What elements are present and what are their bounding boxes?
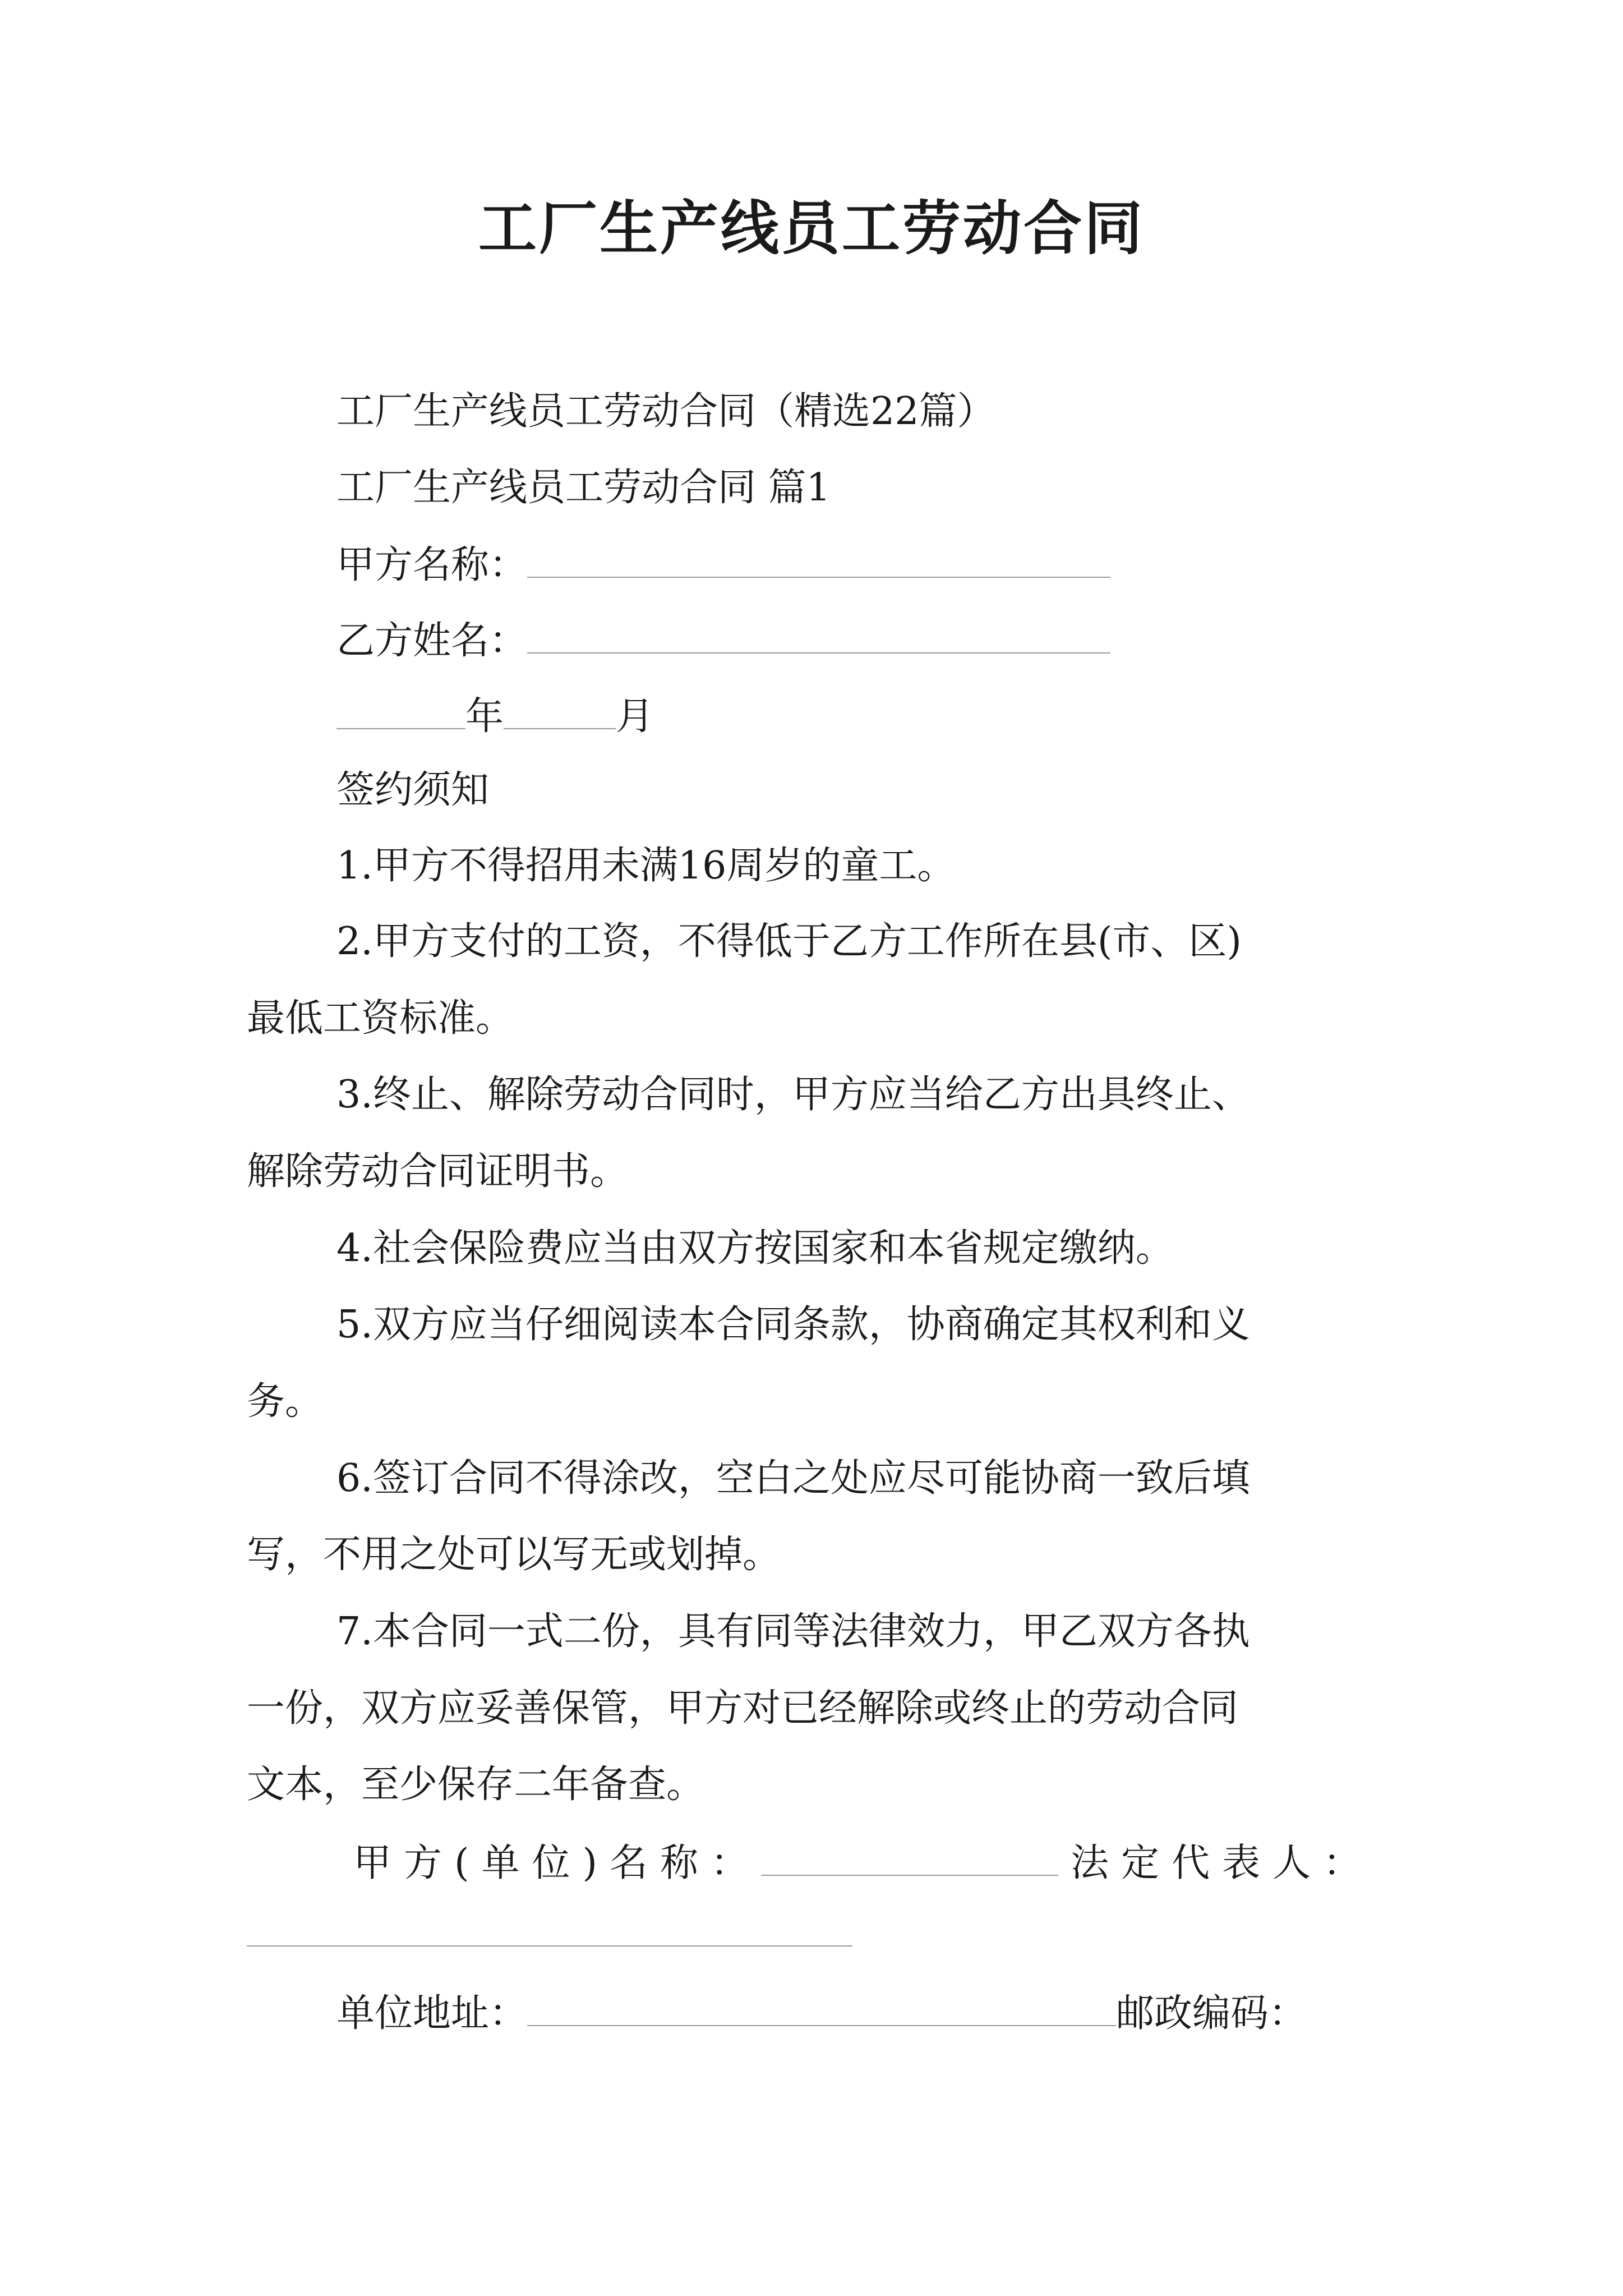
- notice-item-7-cont-2: 文本，至少保存二年备查。: [247, 1763, 705, 1807]
- notice-item-5: 5.双方应当仔细阅读本合同条款，协商确定其权利和义: [336, 1303, 1250, 1347]
- party-a-row: [336, 544, 1110, 585]
- employer-name-label: 甲方(单位)名称：: [353, 1841, 762, 1885]
- party-a-name-field[interactable]: [527, 544, 1110, 578]
- party-b-row: [336, 619, 1110, 663]
- year-field[interactable]: [336, 696, 465, 729]
- notice-item-2-cont: 最低工资标准。: [247, 996, 514, 1041]
- party-a-label: 甲方名称：: [336, 543, 528, 587]
- section-heading: 工厂生产线员工劳动合同 篇1: [336, 466, 831, 510]
- notice-item-3: 3.终止、解除劳动合同时，甲方应当给乙方出具终止、: [336, 1073, 1250, 1117]
- party-b-label: 乙方姓名：: [336, 619, 528, 663]
- employer-row: [353, 1842, 1373, 1883]
- document-subtitle: 工厂生产线员工劳动合同（精选22篇）: [336, 389, 995, 434]
- date-row: [336, 694, 654, 739]
- document-title: 工厂生产线员工劳动合同: [478, 194, 1145, 263]
- notice-item-5-cont: 务。: [247, 1379, 324, 1424]
- notice-item-3-cont: 解除劳动合同证明书。: [247, 1149, 629, 1194]
- notice-item-2: 2.甲方支付的工资，不得低于乙方工作所在县(市、区): [336, 919, 1242, 964]
- month-label: 月: [616, 694, 654, 739]
- legal-rep-field[interactable]: [247, 1945, 852, 1947]
- legal-rep-label: 法定代表人：: [1071, 1841, 1374, 1885]
- notice-item-7: 7.本合同一式二份，具有同等法律效力，甲乙双方各执: [336, 1609, 1250, 1654]
- year-label: 年: [465, 694, 504, 739]
- party-b-name-field[interactable]: [527, 620, 1110, 654]
- address-label: 单位地址：: [336, 1991, 528, 2036]
- notice-heading: 签约须知: [336, 768, 490, 812]
- notice-item-6: 6.签订合同不得涂改，空白之处应尽可能协商一致后填: [336, 1456, 1250, 1501]
- postcode-label: 邮政编码：: [1116, 1991, 1307, 2036]
- notice-item-6-cont: 写，不用之处可以写无或划掉。: [247, 1533, 781, 1577]
- notice-item-1: 1.甲方不得招用未满16周岁的童工。: [336, 844, 956, 888]
- month-field[interactable]: [504, 696, 616, 729]
- employer-name-field[interactable]: [761, 1842, 1058, 1876]
- notice-item-7-cont: 一份，双方应妥善保管，甲方对已经解除或终止的劳动合同: [247, 1686, 1239, 1731]
- address-row: [336, 1991, 1307, 2036]
- notice-item-4: 4.社会保险费应当由双方按国家和本省规定缴纳。: [336, 1226, 1174, 1271]
- address-field[interactable]: [527, 1993, 1116, 2026]
